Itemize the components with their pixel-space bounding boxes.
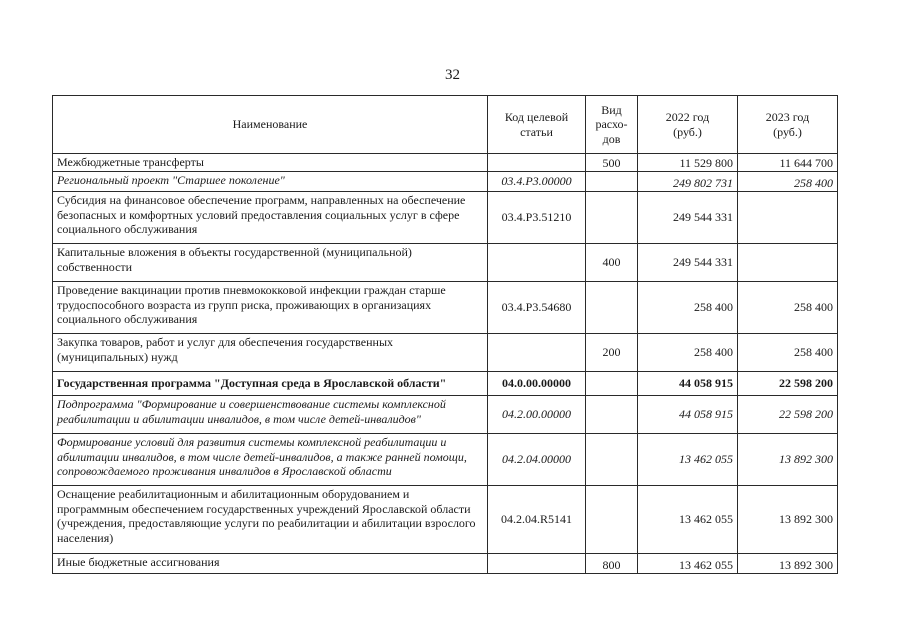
table-row	[53, 154, 838, 172]
row-2022: 13 462 055	[638, 554, 738, 574]
row-2023: 13 892 300	[738, 554, 838, 574]
table-row	[53, 486, 838, 554]
row-2023: 13 892 300	[738, 434, 838, 486]
row-2023: 258 400	[738, 282, 838, 334]
table-row	[53, 372, 838, 396]
row-type	[586, 396, 638, 434]
row-name: Иные бюджетные ассигнования	[53, 554, 488, 574]
row-type	[586, 372, 638, 396]
row-2023	[738, 192, 838, 244]
row-type	[586, 172, 638, 192]
header-type: Вид расхо-дов	[586, 96, 638, 154]
row-2023: 258 400	[738, 334, 838, 372]
row-type	[586, 434, 638, 486]
row-name: Оснащение реабилитационным и абилитационным оборудованием и программным обеспечением государственных учреждений Ярославской области (учреждения, предоставляющие услуги по реабилитации и абилитации взрослого населения)	[53, 486, 488, 554]
row-code	[488, 244, 586, 282]
table-row	[53, 396, 838, 434]
row-name: Региональный проект "Старшее поколение"	[53, 172, 488, 192]
budget-table-container	[52, 95, 838, 574]
row-2022: 11 529 800	[638, 154, 738, 172]
row-type	[586, 486, 638, 554]
row-code: 04.2.00.00000	[488, 396, 586, 434]
row-code: 04.0.00.00000	[488, 372, 586, 396]
row-code: 03.4.P3.00000	[488, 172, 586, 192]
row-code	[488, 154, 586, 172]
row-2022: 13 462 055	[638, 486, 738, 554]
row-2022: 249 802 731	[638, 172, 738, 192]
row-2023	[738, 244, 838, 282]
table-row	[53, 244, 838, 282]
row-2022: 13 462 055	[638, 434, 738, 486]
row-2023: 258 400	[738, 172, 838, 192]
row-2022: 258 400	[638, 334, 738, 372]
row-type: 200	[586, 334, 638, 372]
row-name: Формирование условий для развития системы комплексной реабилитации и абилитации инвалидов, в том числе детей-инвалидов, а также ранней помощи, сопровождаемого проживания инвалидов в Ярославской области	[53, 434, 488, 486]
row-2022: 44 058 915	[638, 372, 738, 396]
page-number: 32	[445, 67, 460, 83]
header-year-2022: 2022 год (руб.)	[638, 96, 738, 154]
row-code	[488, 334, 586, 372]
row-name: Капитальные вложения в объекты государственной (муниципальной) собственности	[53, 244, 488, 282]
row-type: 800	[586, 554, 638, 574]
header-name: Наименование	[53, 96, 488, 154]
row-name: Подпрограмма "Формирование и совершенствование системы комплексной реабилитации и абилитации инвалидов, в том числе детей-инвалидов"	[53, 396, 488, 434]
row-name: Субсидия на финансовое обеспечение программ, направленных на обеспечение безопасных и комфортных условий предоставления социальных услуг в сфере социального обслуживания	[53, 192, 488, 244]
table-row	[53, 192, 838, 244]
row-code	[488, 554, 586, 574]
row-2023: 11 644 700	[738, 154, 838, 172]
table-header-row	[53, 96, 838, 154]
table-row	[53, 282, 838, 334]
header-year-2023: 2023 год (руб.)	[738, 96, 838, 154]
row-type	[586, 192, 638, 244]
row-code: 03.4.P3.54680	[488, 282, 586, 334]
row-code: 04.2.04.R5141	[488, 486, 586, 554]
table-row	[53, 172, 838, 192]
row-type: 500	[586, 154, 638, 172]
row-2023: 22 598 200	[738, 372, 838, 396]
row-code: 04.2.04.00000	[488, 434, 586, 486]
table-row	[53, 434, 838, 486]
row-name: Государственная программа "Доступная среда в Ярославской области"	[53, 372, 488, 396]
budget-table	[52, 95, 838, 574]
row-2023: 13 892 300	[738, 486, 838, 554]
row-2022: 249 544 331	[638, 244, 738, 282]
row-code: 03.4.P3.51210	[488, 192, 586, 244]
row-type: 400	[586, 244, 638, 282]
table-row	[53, 554, 838, 574]
table-row	[53, 334, 838, 372]
row-2022: 249 544 331	[638, 192, 738, 244]
row-name: Проведение вакцинации против пневмококковой инфекции граждан старше трудоспособного возраста из групп риска, проживающих в организациях социального обслуживания	[53, 282, 488, 334]
row-2023: 22 598 200	[738, 396, 838, 434]
row-type	[586, 282, 638, 334]
row-name: Закупка товаров, работ и услуг для обеспечения государственных (муниципальных) нужд	[53, 334, 488, 372]
row-name: Межбюджетные трансферты	[53, 154, 488, 172]
row-2022: 258 400	[638, 282, 738, 334]
row-2022: 44 058 915	[638, 396, 738, 434]
header-code: Код целевой статьи	[488, 96, 586, 154]
